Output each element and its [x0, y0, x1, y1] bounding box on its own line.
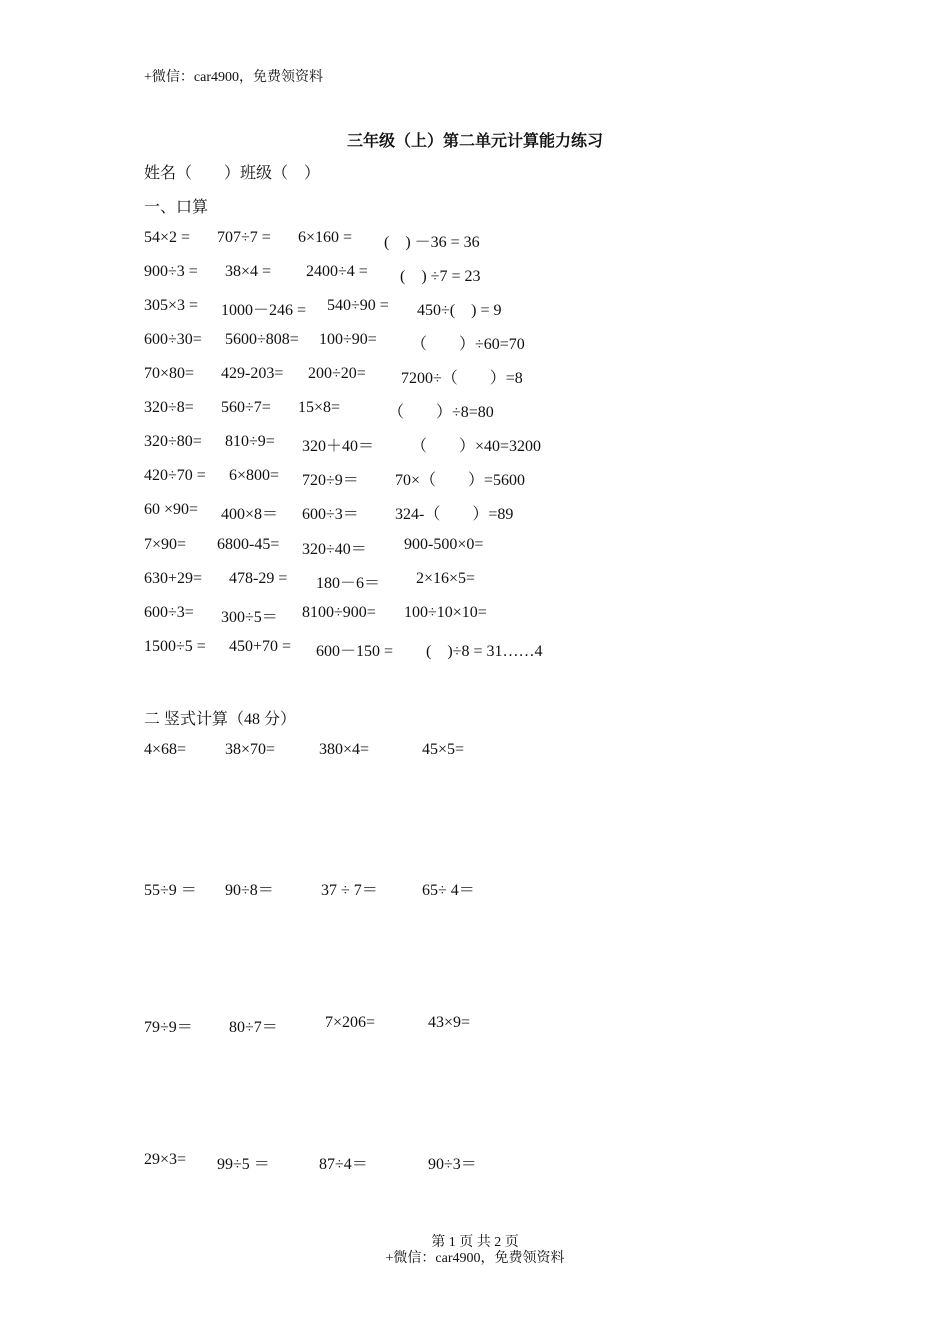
vertical-calc-problem: 380×4= — [319, 741, 370, 758]
oral-calc-problem: 900÷3 = — [144, 263, 198, 280]
oral-calc-problem: 810÷9= — [225, 433, 275, 450]
oral-calc-row — [0, 604, 950, 626]
vertical-calc-problem: 7×206= — [325, 1014, 376, 1031]
oral-calc-problem: 300÷5＝ — [221, 609, 278, 626]
oral-calc-row — [0, 536, 950, 558]
oral-calc-problem: 70×（ ）=5600 — [395, 472, 526, 489]
oral-calc-row — [0, 331, 950, 353]
oral-calc-problem: ( ) ÷7 = 23 — [400, 268, 481, 285]
oral-calc-problem: 5600÷808= — [225, 331, 299, 348]
oral-calc-problem: 324-（ ）=89 — [395, 506, 514, 523]
vertical-calc-problem: 29×3= — [144, 1151, 187, 1168]
oral-calc-problem: 450+70 = — [229, 638, 292, 655]
section1-heading: 一、口算 — [144, 199, 209, 216]
vertical-calc-problem: 99÷5 ＝ — [217, 1156, 270, 1173]
oral-calc-row — [0, 501, 950, 523]
oral-calc-problem: 6800-45= — [217, 536, 280, 553]
oral-calc-problem: 600÷3= — [144, 604, 194, 621]
oral-calc-problem: 478-29 = — [229, 570, 288, 587]
oral-calc-problem: （ ）÷60=70 — [411, 336, 525, 353]
oral-calc-problem: 600÷3＝ — [302, 506, 359, 523]
name-class-line: 姓名（ ）班级（ ） — [144, 165, 321, 182]
oral-calc-row — [0, 433, 950, 455]
vertical-calc-problem: 87÷4＝ — [319, 1156, 368, 1173]
oral-calc-problem: 54×2 = — [144, 229, 191, 246]
header-note: +微信：car4900，免费领资料 — [144, 70, 323, 85]
oral-calc-problem: 900-500×0= — [404, 536, 484, 553]
oral-calc-problem: 320＋40＝ — [302, 438, 375, 455]
vertical-calc-problem: 90÷3＝ — [428, 1156, 477, 1173]
oral-calc-problem: 560÷7= — [221, 399, 271, 416]
oral-calc-problem: 180－6＝ — [316, 575, 381, 592]
oral-calc-row — [0, 638, 950, 660]
oral-calc-problem: ( )÷8 = 31……4 — [426, 643, 543, 660]
vertical-calc-problem: 65÷ 4＝ — [422, 882, 475, 899]
oral-calc-problem: 6×800= — [229, 467, 280, 484]
oral-calc-problem: 707÷7 = — [217, 229, 271, 246]
vertical-calc-row — [0, 877, 950, 899]
oral-calc-problem: 400×8＝ — [221, 506, 279, 523]
oral-calc-problem: 1000－246 = — [221, 302, 307, 319]
oral-calc-problem: 38×4 = — [225, 263, 272, 280]
oral-calc-problem: 320÷8= — [144, 399, 194, 416]
vertical-calc-problem: 38×70= — [225, 741, 276, 758]
oral-calc-problem: 8100÷900= — [302, 604, 376, 621]
vertical-calc-row — [0, 1014, 950, 1036]
oral-calc-problem: 320÷40＝ — [302, 541, 367, 558]
oral-calc-problem: 1500÷5 = — [144, 638, 206, 655]
oral-calc-row — [0, 229, 950, 251]
oral-calc-problem: （ ）÷8=80 — [388, 404, 494, 421]
vertical-calc-row — [0, 741, 950, 763]
vertical-calc-problem: 90÷8＝ — [225, 882, 274, 899]
vertical-calc-problem: 43×9= — [428, 1014, 471, 1031]
oral-calc-problem: 429-203= — [221, 365, 284, 382]
vertical-calc-problem: 79÷9＝ — [144, 1019, 193, 1036]
vertical-calc-problem: 37 ÷ 7＝ — [321, 882, 378, 899]
oral-calc-problem: 2400÷4 = — [306, 263, 368, 280]
section2-heading: 二 竖式计算（48 分） — [144, 711, 297, 728]
oral-calc-problem: 540÷90 = — [327, 297, 389, 314]
oral-calc-problem: 305×3 = — [144, 297, 199, 314]
oral-calc-problem: 420÷70 = — [144, 467, 206, 484]
oral-calc-row — [0, 263, 950, 285]
vertical-calc-problem: 55÷9 ＝ — [144, 882, 197, 899]
oral-calc-problem: 630+29= — [144, 570, 203, 587]
oral-calc-row — [0, 399, 950, 421]
oral-calc-row — [0, 467, 950, 489]
oral-calc-problem: 7200÷（ ）=8 — [401, 370, 523, 387]
oral-calc-row — [0, 570, 950, 592]
vertical-calc-problem: 80÷7＝ — [229, 1019, 278, 1036]
oral-calc-problem: 70×80= — [144, 365, 195, 382]
page-number: 第 1 页 共 2 页 — [431, 1235, 519, 1250]
oral-calc-problem: 320÷80= — [144, 433, 202, 450]
oral-calc-problem: 600－150 = — [316, 643, 394, 660]
oral-calc-problem: 15×8= — [298, 399, 341, 416]
oral-calc-problem: 450÷( ) = 9 — [417, 302, 502, 319]
oral-calc-problem: （ ）×40=3200 — [411, 438, 542, 455]
page-title: 三年级（上）第二单元计算能力练习 — [346, 133, 603, 150]
oral-calc-problem: 600÷30= — [144, 331, 202, 348]
oral-calc-problem: 2×16×5= — [416, 570, 476, 587]
oral-calc-problem: 100÷90= — [319, 331, 377, 348]
vertical-calc-problem: 4×68= — [144, 741, 187, 758]
vertical-calc-problem: 45×5= — [422, 741, 465, 758]
oral-calc-problem: 6×160 = — [298, 229, 353, 246]
oral-calc-problem: 100÷10×10= — [404, 604, 487, 621]
oral-calc-problem: ( ) －36 = 36 — [384, 234, 480, 251]
footer-note: +微信：car4900，免费领资料 — [385, 1251, 565, 1266]
vertical-calc-row — [0, 1151, 950, 1173]
oral-calc-problem: 720÷9＝ — [302, 472, 359, 489]
oral-calc-row — [0, 365, 950, 387]
oral-calc-row — [0, 297, 950, 319]
oral-calc-problem: 7×90= — [144, 536, 187, 553]
oral-calc-problem: 200÷20= — [308, 365, 366, 382]
oral-calc-problem: 60 ×90= — [144, 501, 199, 518]
